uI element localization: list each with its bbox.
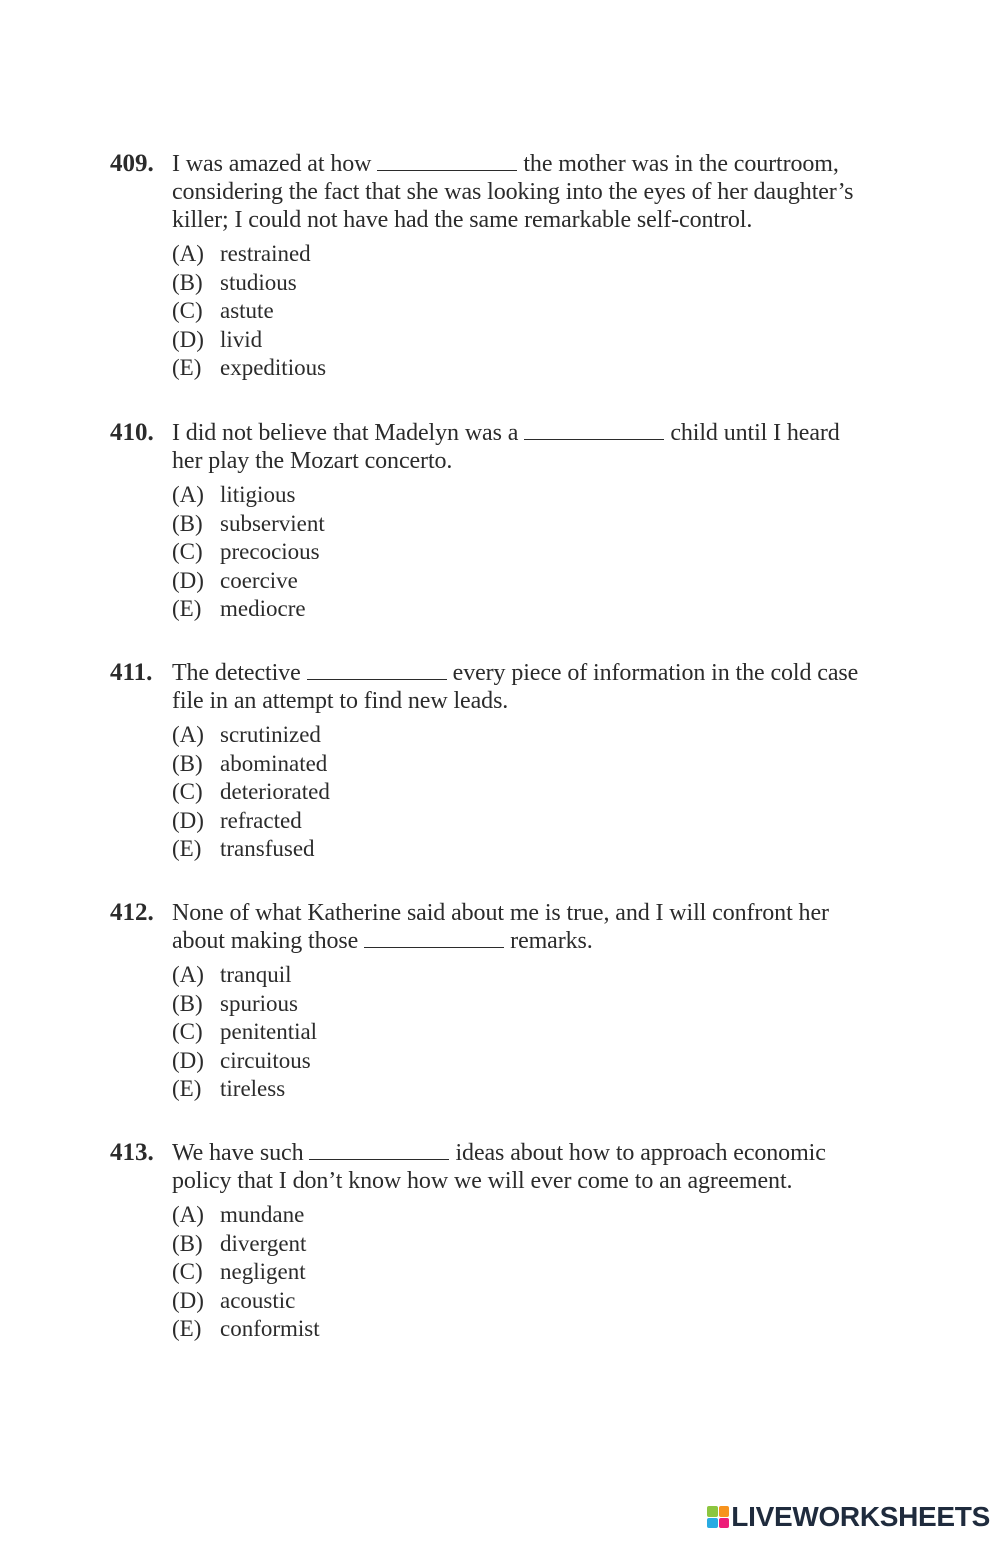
option-letter: (D)	[172, 807, 204, 833]
question-number: 413.	[110, 1139, 154, 1166]
option-text: subservient	[220, 510, 325, 536]
option-c[interactable]	[172, 1258, 870, 1287]
question-number: 410.	[110, 419, 154, 446]
option-text: precocious	[220, 539, 320, 565]
option-text: expeditious	[220, 355, 327, 381]
option-text: litigious	[220, 482, 296, 507]
stem-text-before: We have such	[172, 1140, 304, 1166]
option-c[interactable]	[172, 778, 870, 807]
answer-options	[172, 240, 870, 383]
option-text: circuitous	[220, 1047, 311, 1073]
option-text: abominated	[220, 750, 328, 776]
option-c[interactable]	[172, 1018, 870, 1047]
option-text: acoustic	[220, 1287, 296, 1313]
question-stem	[172, 419, 870, 475]
option-text: tranquil	[220, 962, 292, 987]
option-letter: (B)	[172, 990, 203, 1016]
option-b[interactable]	[172, 510, 870, 539]
question-409	[110, 150, 870, 383]
option-letter: (C)	[172, 1259, 203, 1285]
option-a[interactable]	[172, 240, 870, 269]
option-text: penitential	[220, 1019, 318, 1045]
option-text: astute	[220, 298, 274, 324]
option-text: studious	[220, 269, 297, 295]
option-text: negligent	[220, 1259, 306, 1285]
question-number: 409.	[110, 150, 154, 177]
option-letter: (E)	[172, 1316, 202, 1342]
liveworksheets-logo	[707, 1500, 990, 1534]
question-stem	[172, 1139, 870, 1195]
option-letter: (A)	[172, 962, 204, 987]
stem-text-after: every piece of information in the cold case file in an attempt to find new leads.	[172, 660, 859, 714]
option-e[interactable]	[172, 595, 870, 624]
option-d[interactable]	[172, 1287, 870, 1316]
answer-blank[interactable]	[307, 661, 447, 680]
option-letter: (C)	[172, 1019, 203, 1045]
option-text: deteriorated	[220, 779, 330, 805]
option-letter: (E)	[172, 836, 202, 862]
option-letter: (B)	[172, 269, 203, 295]
option-letter: (A)	[172, 241, 204, 266]
stem-text-after: remarks.	[510, 928, 593, 954]
answer-options	[172, 1201, 870, 1344]
option-text: tireless	[220, 1076, 286, 1102]
question-stem	[172, 899, 870, 955]
logo-square	[719, 1518, 730, 1529]
option-a[interactable]	[172, 721, 870, 750]
option-e[interactable]	[172, 835, 870, 864]
option-b[interactable]	[172, 1230, 870, 1259]
option-d[interactable]	[172, 807, 870, 836]
option-text: transfused	[220, 836, 315, 862]
option-b[interactable]	[172, 269, 870, 298]
option-text: mediocre	[220, 596, 306, 622]
option-letter: (D)	[172, 1287, 204, 1313]
question-411	[110, 659, 870, 864]
option-d[interactable]	[172, 326, 870, 355]
option-text: scrutinized	[220, 722, 321, 747]
option-text: livid	[220, 326, 263, 352]
option-text: conformist	[220, 1316, 320, 1342]
question-number: 412.	[110, 899, 154, 926]
question-413	[110, 1139, 870, 1344]
option-c[interactable]	[172, 297, 870, 326]
option-letter: (C)	[172, 779, 203, 805]
option-d[interactable]	[172, 1047, 870, 1076]
option-b[interactable]	[172, 750, 870, 779]
option-letter: (D)	[172, 567, 204, 593]
option-letter: (A)	[172, 482, 204, 507]
stem-text-before: I was amazed at how	[172, 151, 372, 177]
stem-text-before: I did not believe that Madelyn was a	[172, 420, 519, 446]
option-letter: (A)	[172, 1202, 204, 1227]
option-e[interactable]	[172, 1075, 870, 1104]
question-stem	[172, 659, 870, 715]
stem-text-before: None of what Katherine said about me is true, and I will confront her about making those	[172, 900, 829, 954]
option-letter: (B)	[172, 750, 203, 776]
option-a[interactable]	[172, 481, 870, 510]
option-a[interactable]	[172, 961, 870, 990]
option-text: refracted	[220, 807, 302, 833]
option-letter: (C)	[172, 539, 203, 565]
logo-square	[707, 1506, 718, 1517]
option-b[interactable]	[172, 990, 870, 1019]
answer-options	[172, 721, 870, 864]
option-letter: (B)	[172, 510, 203, 536]
option-text: restrained	[220, 241, 311, 266]
answer-blank[interactable]	[524, 421, 664, 440]
logo-square	[719, 1506, 730, 1517]
option-letter: (C)	[172, 298, 203, 324]
logo-square	[707, 1518, 718, 1529]
question-number: 411.	[110, 659, 153, 686]
option-e[interactable]	[172, 354, 870, 383]
answer-options	[172, 961, 870, 1104]
answer-options	[172, 481, 870, 624]
question-410	[110, 419, 870, 624]
option-letter: (D)	[172, 1047, 204, 1073]
option-letter: (B)	[172, 1230, 203, 1256]
answer-blank[interactable]	[309, 1141, 449, 1160]
question-412	[110, 899, 870, 1104]
option-letter: (D)	[172, 326, 204, 352]
option-d[interactable]	[172, 567, 870, 596]
option-text: spurious	[220, 990, 298, 1016]
option-letter: (E)	[172, 596, 202, 622]
logo-text: LIVEWORKSHEETS	[731, 1501, 990, 1532]
option-c[interactable]	[172, 538, 870, 567]
option-letter: (E)	[172, 1076, 202, 1102]
option-letter: (A)	[172, 722, 204, 747]
stem-text-after: the mother was in the courtroom, considering the fact that she was looking into the eyes of her daughter’s killer; I could not have had the same remarkable self-control.	[172, 151, 854, 233]
answer-blank[interactable]	[377, 152, 517, 171]
option-text: coercive	[220, 567, 298, 593]
option-letter: (E)	[172, 355, 202, 381]
option-text: mundane	[220, 1202, 305, 1227]
question-stem	[172, 150, 870, 234]
stem-text-after: ideas about how to approach economic policy that I don’t know how we will ever come to an agreement.	[172, 1140, 826, 1194]
stem-text-after: child until I heard her play the Mozart concerto.	[172, 420, 840, 474]
option-e[interactable]	[172, 1315, 870, 1344]
answer-blank[interactable]	[364, 929, 504, 948]
liveworksheets-logo-icon	[707, 1506, 729, 1528]
option-text: divergent	[220, 1230, 307, 1256]
option-a[interactable]	[172, 1201, 870, 1230]
stem-text-before: The detective	[172, 660, 301, 686]
